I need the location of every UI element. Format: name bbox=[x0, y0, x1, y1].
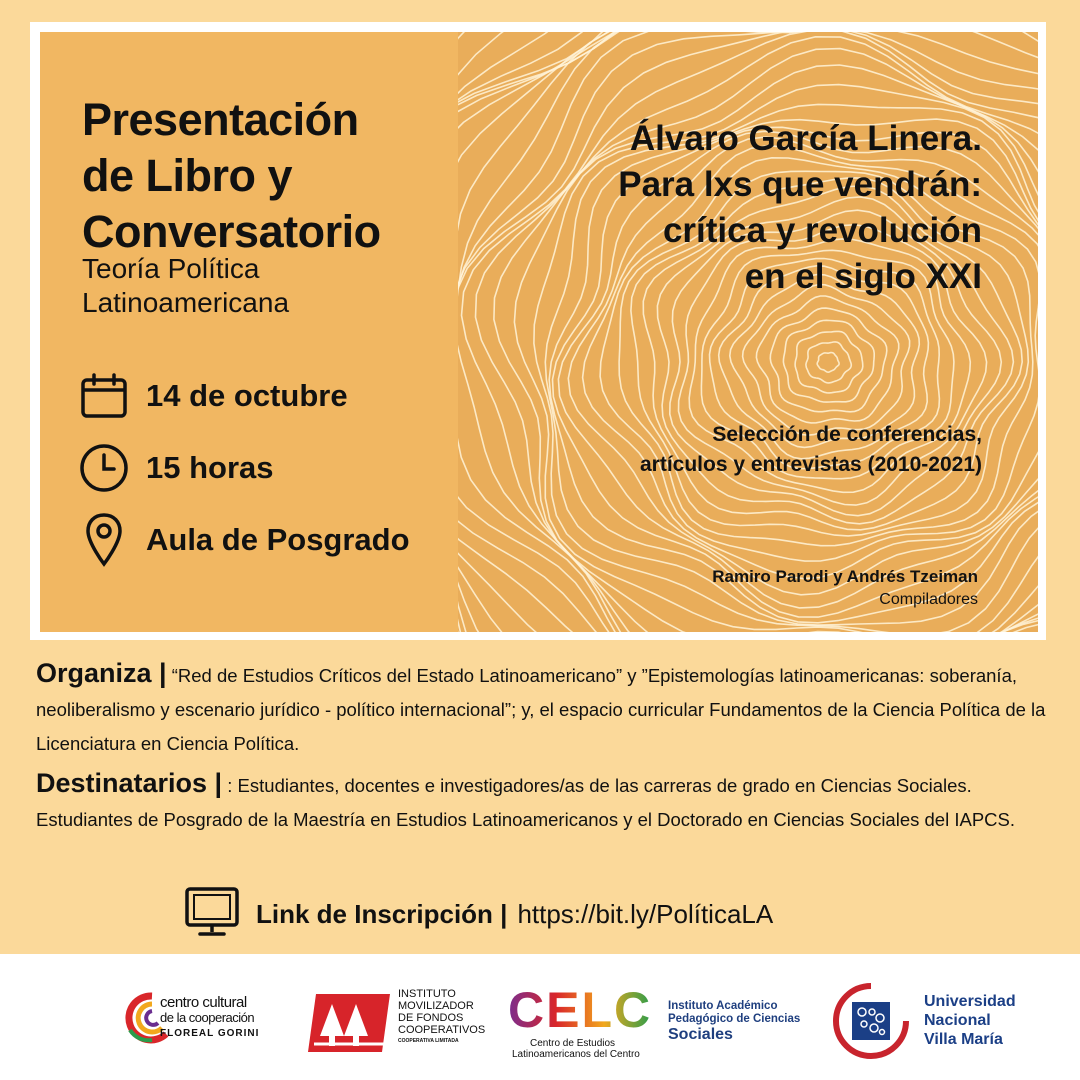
event-time: 15 horas bbox=[146, 450, 274, 485]
destinatarios-label: Destinatarios | bbox=[36, 768, 223, 798]
imfc-line3: DE FONDOS bbox=[398, 1012, 464, 1024]
sponsors-footer bbox=[0, 954, 1080, 1080]
organiza-label: Organiza | bbox=[36, 658, 167, 688]
imfc-trees-icon bbox=[306, 992, 392, 1054]
celc-line2: Latinoamericanos del Centro bbox=[512, 1049, 640, 1060]
organiza-text: “Red de Estudios Críticos del Estado Latinoamericano” y ”Epistemologías latinoamericanas: soberanía, neoliberalismo y escenario jurídico - político internacional”; y, el espacio curricular Fundamentos de la Ciencia Política de la Licenciatura en Ciencia Política. bbox=[36, 665, 1046, 754]
clock-icon bbox=[78, 442, 130, 494]
ccc-logo bbox=[122, 990, 262, 1050]
imfc-line1: INSTITUTO bbox=[398, 988, 456, 1000]
location-pin-icon bbox=[78, 514, 130, 566]
destinatarios-text: : Estudiantes, docentes e investigadores/as de las carreras de grado en Ciencias Sociales. Estudiantes de Posgrado de la Maestría en Estudios Latinoamericanos y el Doctorado en Ciencias Sociales del IAPCS. bbox=[36, 775, 1015, 830]
iapcs-line1: Instituto Académico bbox=[668, 1000, 778, 1012]
ccc-line2: de la cooperación bbox=[160, 1010, 255, 1025]
destinatarios-paragraph bbox=[36, 766, 1051, 837]
iapcs-logo bbox=[668, 1000, 808, 1044]
date-row bbox=[78, 370, 348, 422]
place-row bbox=[78, 514, 410, 566]
book-role: Compiladores bbox=[879, 591, 978, 608]
unvm-line2: Nacional bbox=[924, 1012, 991, 1029]
unvm-line1: Universidad bbox=[924, 993, 1016, 1010]
inscripcion-link[interactable]: https://bit.ly/PolíticaLA bbox=[517, 899, 774, 929]
monitor-icon bbox=[184, 886, 240, 943]
celc-logo bbox=[508, 982, 653, 1064]
inscripcion-label: Link de Inscripción | bbox=[256, 899, 508, 929]
imfc-logo bbox=[306, 988, 486, 1058]
ring-line bbox=[770, 308, 887, 412]
imfc-line5: COOPERATIVA LIMITADA bbox=[398, 1038, 459, 1044]
calendar-icon bbox=[78, 370, 130, 422]
time-row bbox=[78, 442, 274, 494]
iapcs-line2: Pedagógico de Ciencias bbox=[668, 1013, 801, 1025]
unvm-line3: Villa María bbox=[924, 1031, 1003, 1048]
unvm-logo bbox=[832, 982, 1042, 1062]
ccc-line3: FLOREAL GORINI bbox=[160, 1028, 260, 1039]
book-title: Álvaro García Linera. Para lxs que vendrán: crítica y revolución en el siglo XXI bbox=[618, 119, 982, 296]
event-date: 14 de octubre bbox=[146, 378, 348, 413]
ring-line bbox=[806, 342, 851, 383]
organiza-paragraph bbox=[36, 656, 1051, 761]
unvm-emblem-icon bbox=[832, 982, 910, 1060]
event-place: Aula de Posgrado bbox=[146, 522, 410, 557]
celc-acronym: CELC bbox=[508, 982, 653, 1038]
inscripcion-row bbox=[184, 886, 773, 943]
event-title: Presentación de Libro y Conversatorio bbox=[82, 94, 381, 257]
ring-line bbox=[756, 296, 898, 423]
ring-line bbox=[817, 353, 839, 373]
iapcs-line3: Sociales bbox=[668, 1026, 733, 1043]
imfc-line2: MOVILIZADOR bbox=[398, 1000, 474, 1012]
book-authors: Ramiro Parodi y Andrés Tzeiman bbox=[712, 567, 978, 586]
book-subtitle: Selección de conferencias, artículos y entrevistas (2010-2021) bbox=[639, 423, 982, 476]
ccc-line1: centro cultural bbox=[160, 994, 247, 1011]
celc-line1: Centro de Estudios bbox=[530, 1038, 616, 1049]
imfc-line4: COOPERATIVOS bbox=[398, 1024, 486, 1036]
event-subtitle: Teoría Política Latinoamericana bbox=[82, 253, 290, 318]
